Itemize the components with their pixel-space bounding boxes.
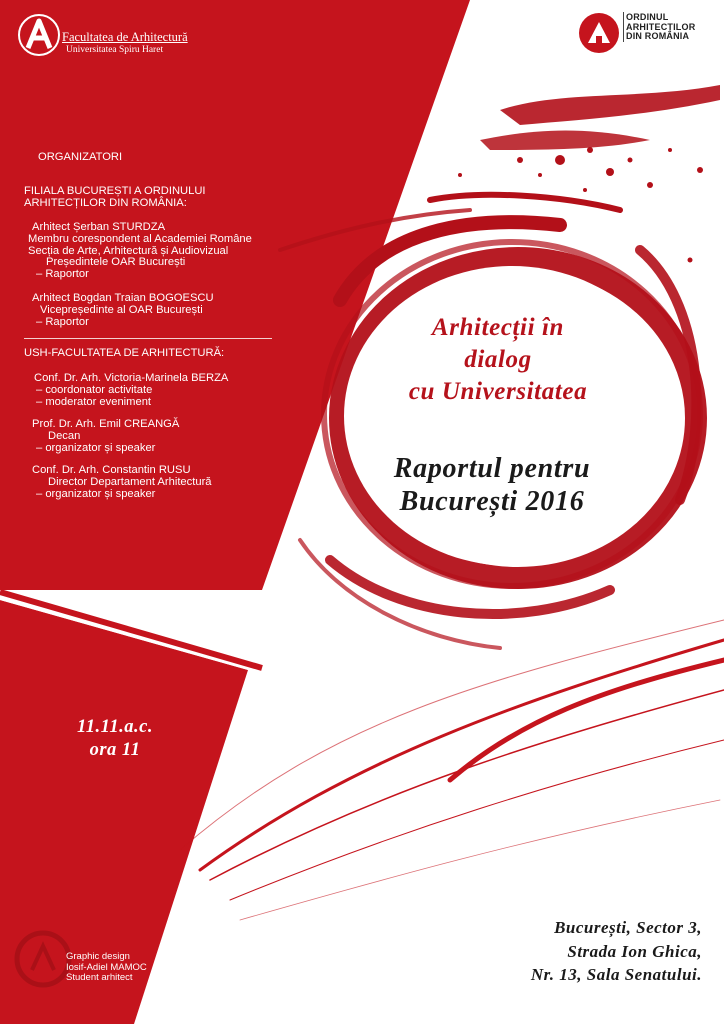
oar-line: ARHITECȚILOR bbox=[626, 21, 696, 32]
faculty-logo-icon bbox=[16, 12, 62, 58]
oar-logo-divider bbox=[623, 12, 624, 42]
event-date: 11.11.a.c. bbox=[77, 717, 153, 737]
oar-logo-icon bbox=[578, 12, 620, 54]
person-role: – Raportor bbox=[36, 268, 89, 281]
branch-title-line: ARHITECȚILOR DIN ROMÂNIA: bbox=[24, 196, 187, 209]
event-subtitle bbox=[322, 452, 662, 518]
organizer-person-4 bbox=[24, 419, 179, 454]
branch-title-line: FILIALA BUCUREȘTI A ORDINULUI bbox=[24, 185, 206, 197]
person-role: Vicepreședinte al OAR București bbox=[40, 303, 203, 316]
address-line: București, Sector 3, bbox=[554, 918, 702, 937]
design-credits bbox=[66, 952, 147, 984]
event-subtitle-line: Raportul pentru bbox=[393, 453, 591, 484]
person-name: Conf. Dr. Arh. Constantin RUSU bbox=[32, 464, 191, 476]
credit-line: Student arhitect bbox=[66, 972, 133, 984]
person-role: – Raportor bbox=[36, 315, 89, 328]
ink-splatter bbox=[458, 85, 720, 263]
person-role: – moderator eveniment bbox=[36, 395, 152, 408]
faculty-title: USH-FACULTATEA DE ARHITECTURĂ: bbox=[24, 347, 225, 359]
person-role: – organizator și speaker bbox=[36, 441, 156, 454]
person-role: Membru corespondent al Academiei Române bbox=[28, 232, 252, 245]
event-title-line: cu Universitatea bbox=[408, 378, 588, 405]
event-datetime bbox=[30, 716, 200, 762]
person-name: Prof. Dr. Arh. Emil CREANGĂ bbox=[32, 418, 180, 430]
event-address bbox=[531, 916, 702, 987]
organizer-person-5 bbox=[24, 465, 212, 500]
oar-line: ORDINUL bbox=[626, 12, 669, 22]
address-line: Strada Ion Ghica, bbox=[567, 941, 702, 961]
designer-logo-icon bbox=[14, 930, 72, 988]
organizer-person-1 bbox=[24, 222, 252, 281]
credit-line: Iosif-Adiel MAMOC bbox=[66, 961, 147, 973]
oar-logo-text bbox=[626, 13, 695, 42]
section-divider bbox=[24, 338, 272, 339]
event-title-line: Arhitecții în bbox=[431, 314, 565, 341]
person-role: Secția de Arte, Arhitectură și Audiovizual bbox=[28, 244, 229, 257]
event-title-line: dialog bbox=[464, 346, 532, 373]
organizer-person-3 bbox=[24, 373, 228, 408]
event-title bbox=[318, 312, 678, 408]
person-role: Director Departament Arhitectură bbox=[48, 475, 212, 488]
organizer-person-2 bbox=[24, 293, 214, 328]
university-name: Universitatea Spiru Haret bbox=[66, 45, 164, 55]
address-line: Nr. 13, Sala Senatului. bbox=[530, 965, 702, 984]
person-name: Conf. Dr. Arh. Victoria-Marinela BERZA bbox=[34, 372, 229, 384]
organizers-heading: ORGANIZATORI bbox=[38, 151, 123, 163]
branch-title bbox=[24, 186, 206, 210]
oar-line: DIN ROMÂNIA bbox=[626, 31, 690, 41]
person-name: Arhitect Bogdan Traian BOGOESCU bbox=[32, 292, 214, 304]
person-name: Arhitect Șerban STURDZA bbox=[32, 221, 166, 233]
event-subtitle-line: București 2016 bbox=[399, 486, 585, 517]
person-role: – coordonator activitate bbox=[36, 383, 153, 396]
title-circle bbox=[344, 266, 680, 566]
person-role: – organizator și speaker bbox=[36, 487, 156, 500]
person-role: Decan bbox=[48, 429, 81, 442]
credit-line: Graphic design bbox=[66, 951, 130, 962]
faculty-name: Facultatea de Arhitectură bbox=[62, 30, 188, 44]
person-role: Președintele OAR București bbox=[46, 256, 186, 269]
event-time: ora 11 bbox=[89, 740, 141, 760]
